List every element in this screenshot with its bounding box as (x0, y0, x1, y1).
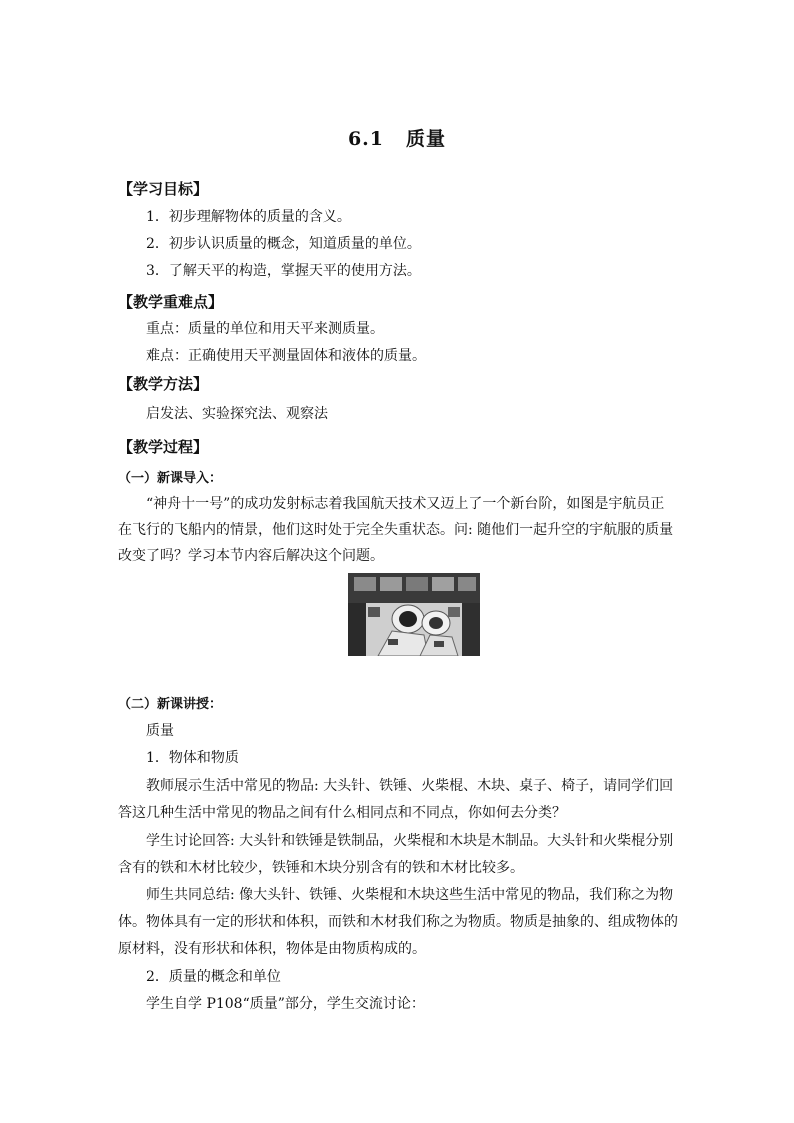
keypoint-item-2: 难点：正确使用天平测量固体和液体的质量。 (146, 348, 426, 364)
astronaut-photo-drawing (348, 573, 480, 656)
title-text: 质量 (406, 128, 447, 150)
subtopic-1: 1．物体和物质 (146, 750, 239, 766)
keypoint-item-1: 重点：质量的单位和用天平来测质量。 (146, 321, 384, 337)
intro-heading: （一）新课导入： (118, 471, 223, 486)
methods-heading: 【教学方法】 (118, 375, 209, 393)
intro-line-2: 在飞行的飞船内的情景，他们这时处于完全失重状态。问: 随他们一起升空的宇航服的质量 (118, 522, 674, 538)
subtopic-2: 2．质量的概念和单位 (146, 969, 281, 985)
para3-line-2: 体。物体具有一定的形状和体积，而铁和木材我们称之为物质。物质是抽象的、组成物体的 (118, 914, 678, 930)
keypoints-heading: 【教学重难点】 (118, 293, 224, 311)
intro-line-1: “神舟十一号”的成功发射标志着我国航天技术又迈上了一个新台阶，如图是宇航员正 (146, 496, 665, 512)
goal-item-2: 2．初步认识质量的概念，知道质量的单位。 (146, 236, 421, 252)
para1-line-1: 教师展示生活中常见的物品: 大头针、铁锤、火柴棍、木块、桌子、椅子，请同学们回 (146, 778, 674, 794)
goals-heading: 【学习目标】 (118, 180, 209, 198)
para2-line-2: 含有的铁和木材比较少，铁锤和木块分别含有的铁和木材比较多。 (118, 860, 524, 876)
para2-line-1: 学生讨论回答: 大头针和铁锤是铁制品，火柴棍和木块是木制品。大头针和火柴棍分别 (146, 833, 674, 849)
page-title (0, 124, 794, 151)
methods-text: 启发法、实验探究法、观察法 (146, 406, 328, 422)
title-number: 6.1 (347, 128, 385, 150)
para3-line-1: 师生共同总结: 像大头针、铁锤、火柴棍和木块这些生活中常见的物品，我们称之为物 (146, 887, 674, 903)
process-heading: 【教学过程】 (118, 438, 209, 456)
para3-line-3: 原材料，没有形状和体积，物体是由物质构成的。 (118, 941, 426, 957)
lecture-heading: （二）新课讲授： (118, 697, 223, 712)
self-study-line: 学生自学 P108“质量”部分，学生交流讨论： (146, 996, 425, 1012)
goal-item-3: 3．了解天平的构造，掌握天平的使用方法。 (146, 263, 421, 279)
astronaut-photo (348, 573, 480, 656)
para1-line-2: 答这几种生活中常见的物品之间有什么相同点和不同点，你如何去分类？ (118, 805, 566, 821)
topic-mass: 质量 (146, 723, 174, 739)
goal-item-1: 1．初步理解物体的质量的含义。 (146, 209, 351, 225)
intro-line-3: 改变了吗？学习本节内容后解决这个问题。 (118, 548, 384, 564)
